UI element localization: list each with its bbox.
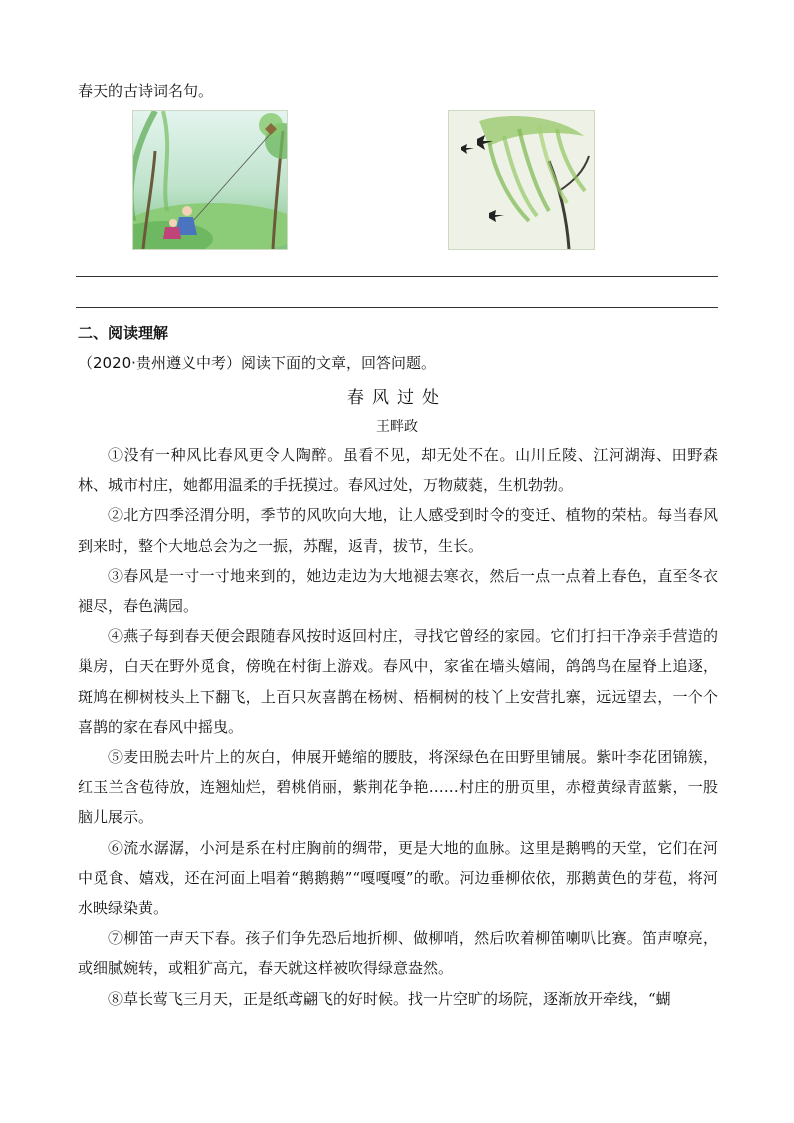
paragraph: ④燕子每到春天便会跟随春风按时返回村庄，寻找它曾经的家园。它们打扫干净亲手营造的巢房，白天在野外觅食，傍晚在村街上游戏。春风中，家雀在墙头嬉闹，鸽鸽鸟在屋脊上追逐，斑鸠在柳树枝头上下翻飞，上百只灰喜鹊在杨树、梧桐树的枝丫上安营扎寨，远远望去，一个个喜鹊的家在春风中摇曳。 (78, 627, 718, 736)
answer-line (76, 307, 718, 308)
paragraph: ⑤麦田脱去叶片上的灰白，伸展开蜷缩的腰肢，将深绿色在田野里铺展。紫叶李花团锦簇，红玉兰含苞待放，连翘灿烂，碧桃俏丽，紫荆花争艳……村庄的册页里，赤橙黄绿青蓝紫，一股脑儿展示。 (78, 748, 718, 827)
section-title: 二、阅读理解 (78, 324, 169, 342)
article-title: 春风过处 (347, 388, 447, 408)
paragraph: ⑥流水潺潺，小河是系在村庄胸前的绸带，更是大地的血脉。这里是鹅鸭的天堂，它们在河中觅食、嬉戏，还在河面上唱着“鹅鹅鹅”“嘎嘎嘎”的歌。河边垂柳依依，那鹅黄色的芽苞，将河水映绿染黄。 (78, 838, 718, 918)
paragraph: ①没有一种风比春风更令人陶醉。虽看不见，却无处不在。山川丘陵、江河湖海、田野森林、城市村庄，她都用温柔的手抚摸过。春风过处，万物葳蕤，生机勃勃。 (78, 446, 718, 495)
paragraph: ③春风是一寸一寸地来到的，她边走边为大地褪去寒衣，然后一点一点着上春色，直至冬衣褪尽，春色满园。 (78, 566, 718, 616)
intro-text: 春天的古诗词名句。 (78, 82, 214, 100)
willow-swallows-illustration (448, 110, 595, 250)
paragraph: ⑦柳笛一声天下春。孩子们争先恐后地折柳、做柳哨，然后吹着柳笛喇叭比赛。笛声嘹亮，或细腻婉转，或粗犷高亢，春天就这样被吹得绿意盎然。 (78, 929, 718, 978)
paragraph: ⑧草长莺飞三月天，正是纸鸢翩飞的好时候。找一片空旷的场院，逐渐放开牵线，“蝴 (108, 989, 671, 1008)
kite-flying-illustration (132, 110, 288, 250)
article-author: 王畔政 (376, 419, 418, 435)
answer-line (76, 276, 718, 277)
source-text: （2020·贵州遵义中考）阅读下面的文章，回答问题。 (78, 354, 436, 372)
article-body (78, 440, 718, 1014)
paragraph: ②北方四季泾渭分明，季节的风吹向大地，让人感受到时令的变迁、植物的荣枯。每当春风到来时，整个大地总会为之一振，苏醒，返青，拔节，生长。 (78, 506, 718, 555)
